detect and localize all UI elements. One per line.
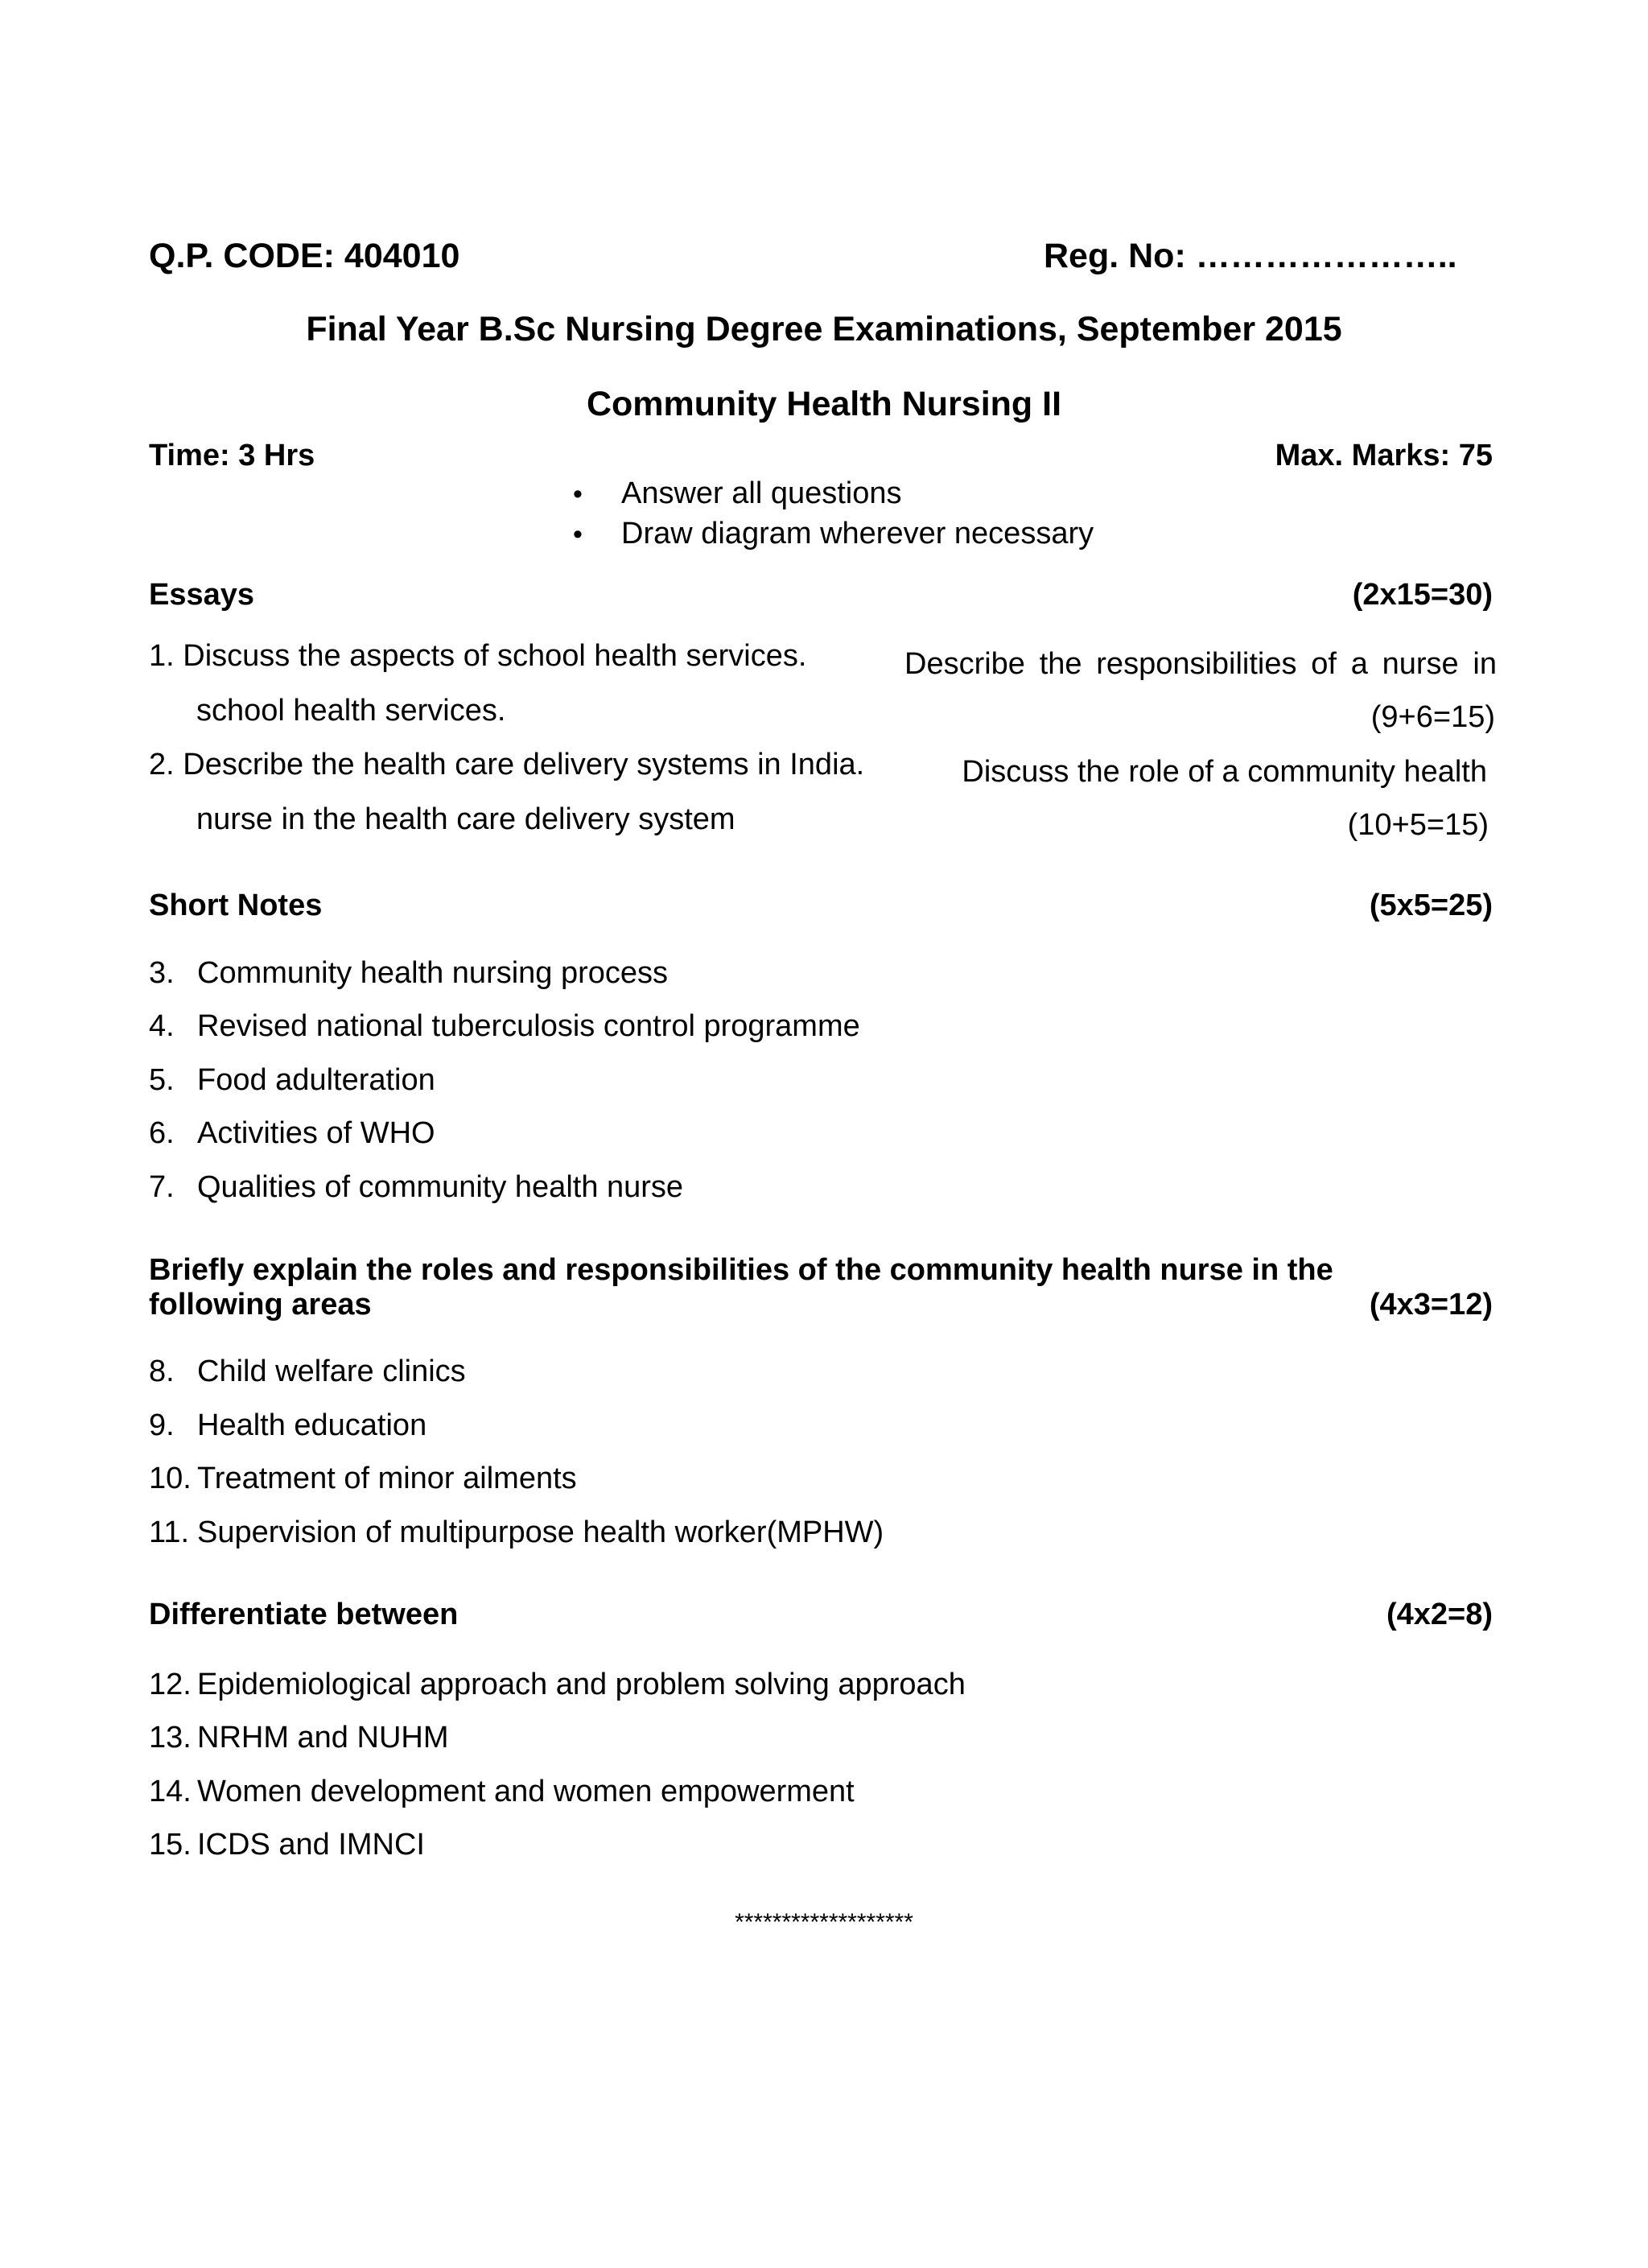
list-item: 5. Food adulteration <box>149 1063 435 1097</box>
essay-q2-line2: nurse in the health care delivery system <box>196 802 735 836</box>
essay-q1-line2: school health services. <box>196 694 506 728</box>
section-marks-briefly: (4x3=12) <box>1369 1288 1493 1322</box>
list-item: 14. Women development and women empowerment <box>149 1775 855 1808</box>
instruction-item: • Draw diagram wherever necessary <box>573 517 1094 551</box>
section-marks-short-notes: (5x5=25) <box>1369 889 1493 922</box>
qp-code: Q.P. CODE: 404010 <box>149 237 460 275</box>
list-item: 3. Community health nursing process <box>149 956 669 990</box>
section-marks-differentiate: (4x2=8) <box>1386 1598 1493 1631</box>
bullet-icon: • <box>573 479 583 509</box>
list-item: 15. ICDS and IMNCI <box>149 1828 425 1862</box>
footer-separator: ******************* <box>735 1909 913 1936</box>
section-title-short-notes: Short Notes <box>149 889 323 922</box>
list-item: 11. Supervision of multipurpose health worker(MPHW) <box>149 1515 884 1549</box>
reg-no: Reg. No: ………………….. <box>1044 237 1457 275</box>
list-item: 9. Health education <box>149 1408 427 1442</box>
list-item: 6. Activities of WHO <box>149 1116 435 1150</box>
section-title-essays: Essays <box>149 578 255 612</box>
exam-title: Final Year B.Sc Nursing Degree Examinations, September 2015 <box>306 310 1342 348</box>
essay-q2-marks: (10+5=15) <box>1347 808 1489 842</box>
list-item: 13. NRHM and NUHM <box>149 1721 449 1755</box>
instruction-item: • Answer all questions <box>573 476 902 510</box>
time-allowed: Time: 3 Hrs <box>149 439 315 472</box>
essay-q2-right-line1: Discuss the role of a community health <box>962 755 1487 789</box>
essay-q1-marks: (9+6=15) <box>1370 700 1495 734</box>
section-marks-essays: (2x15=30) <box>1352 578 1493 612</box>
section-title-briefly-line2: following areas <box>149 1288 372 1322</box>
essay-q1-right-line1: Describe the responsibilities of a nurse in <box>904 647 1497 681</box>
section-title-differentiate: Differentiate between <box>149 1598 459 1631</box>
list-item: 12. Epidemiological approach and problem solving approach <box>149 1668 966 1701</box>
bullet-icon: • <box>573 519 583 550</box>
section-title-briefly-line1: Briefly explain the roles and responsibilities of the community health nurse in the <box>149 1253 1333 1287</box>
list-item: 4. Revised national tuberculosis control programme <box>149 1009 860 1043</box>
list-item: 10. Treatment of minor ailments <box>149 1462 577 1495</box>
essay-q2-line1: 2. Describe the health care delivery systems in India. <box>149 748 865 781</box>
list-item: 7. Qualities of community health nurse <box>149 1170 684 1204</box>
essay-q1-line1: 1. Discuss the aspects of school health services. <box>149 639 807 673</box>
list-item: 8. Child welfare clinics <box>149 1355 466 1388</box>
max-marks: Max. Marks: 75 <box>1275 439 1493 472</box>
subject-title: Community Health Nursing II <box>586 385 1062 423</box>
